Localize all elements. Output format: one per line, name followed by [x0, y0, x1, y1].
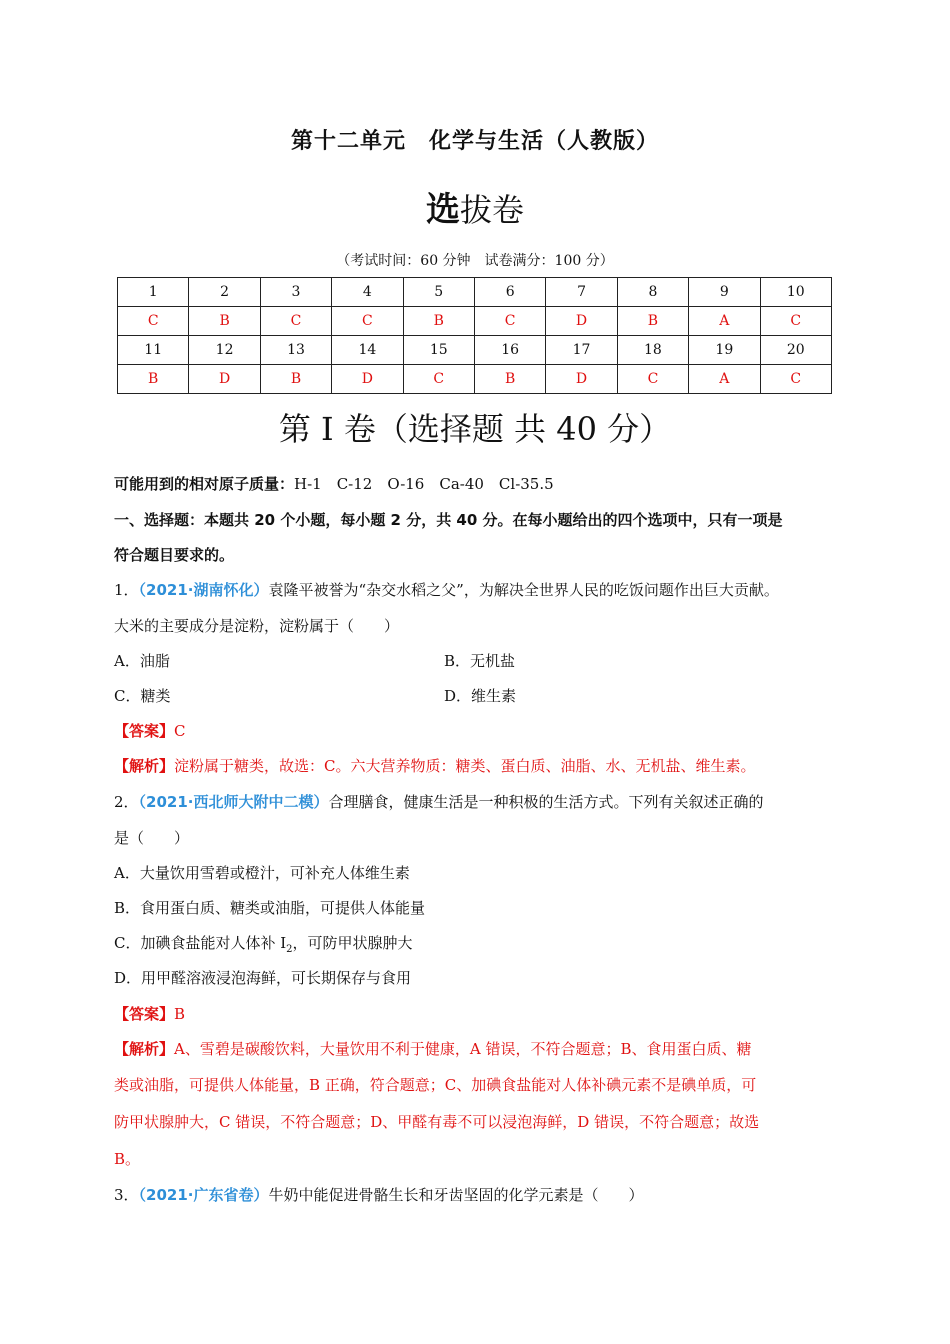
question-1-option-c: C．糖类	[114, 687, 171, 705]
answer-cell: C	[332, 307, 403, 336]
question-2-analysis-4: B。	[114, 1150, 141, 1168]
answer-cell: B	[118, 365, 189, 394]
question-source: （2021·湖南怀化）	[138, 581, 269, 599]
document-subtitle	[0, 182, 950, 231]
answer-cell: C	[403, 365, 474, 394]
question-2-option-b: B．食用蛋白质、糖类或油脂，可提供人体能量	[114, 899, 426, 917]
question-number-cell: 7	[546, 278, 617, 307]
question-number-cell: 3	[260, 278, 331, 307]
atomic-mass-line	[114, 473, 554, 494]
answer-number-row	[118, 278, 832, 307]
answer-cell: B	[474, 365, 545, 394]
answer-key-table	[117, 277, 832, 394]
question-number-cell: 6	[474, 278, 545, 307]
question-number-cell: 15	[403, 336, 474, 365]
question-number-cell: 18	[617, 336, 688, 365]
question-1-stem	[114, 579, 779, 600]
answer-cell: C	[617, 365, 688, 394]
answer-label: 【答案】	[114, 722, 175, 740]
question-number: 2．	[114, 793, 139, 811]
question-number-cell: 5	[403, 278, 474, 307]
question-2-option-a: A．大量饮用雪碧或橙汁，可补充人体维生素	[114, 864, 410, 882]
analysis-label: 【解析】	[114, 757, 175, 775]
question-1-option-d: D．维生素	[444, 687, 517, 705]
question-number-cell: 10	[760, 278, 831, 307]
question-number-cell: 4	[332, 278, 403, 307]
question-1-analysis	[114, 755, 756, 776]
subtitle-rest: 拔卷	[459, 191, 524, 229]
question-1-option-b: B．无机盐	[444, 652, 516, 670]
atomic-mass-values: H-1 C-12 O-16 Ca-40 Cl-35.5	[294, 475, 554, 493]
question-number-cell: 17	[546, 336, 617, 365]
question-number-cell: 12	[189, 336, 260, 365]
answer-letter-row	[118, 365, 832, 394]
option-text: C．加碘食盐能对人体补 I	[114, 934, 287, 952]
answer-value: C	[174, 722, 186, 740]
question-number-cell: 11	[118, 336, 189, 365]
answer-number-row	[118, 336, 832, 365]
question-number-cell: 13	[260, 336, 331, 365]
answer-cell: D	[546, 365, 617, 394]
question-3-stem	[114, 1184, 644, 1205]
question-2-stem-cont: 是（ ）	[114, 829, 190, 847]
section-title: 第 I 卷（选择题 共 40 分）	[278, 410, 672, 448]
answer-value: B	[174, 1005, 186, 1023]
answer-letter-row	[118, 307, 832, 336]
question-1-stem-cont: 大米的主要成分是淀粉，淀粉属于（ ）	[114, 617, 400, 635]
question-number-cell: 19	[689, 336, 760, 365]
exam-info: （考试时间：60 分钟 试卷满分：100 分）	[336, 253, 614, 269]
answer-cell: D	[546, 307, 617, 336]
question-2-stem	[114, 791, 764, 812]
answer-label: 【答案】	[114, 1005, 175, 1023]
question-1-option-a: A．油脂	[114, 652, 170, 670]
question-number: 3．	[114, 1186, 139, 1204]
question-text: 牛奶中能促进骨骼生长和牙齿坚固的化学元素是（ ）	[268, 1186, 644, 1204]
analysis-text: A、雪碧是碳酸饮料，大量饮用不利于健康，A 错误，不符合题意；B、食用蛋白质、糖	[174, 1040, 752, 1058]
question-number-cell: 2	[189, 278, 260, 307]
question-number-cell: 14	[332, 336, 403, 365]
answer-cell: D	[189, 365, 260, 394]
answer-cell: C	[760, 307, 831, 336]
question-number-cell: 16	[474, 336, 545, 365]
answer-cell: A	[689, 365, 760, 394]
instructions-line-1: 一、选择题：本题共 20 个小题，每小题 2 分，共 40 分。在每小题给出的四个选项中，只有一项是	[114, 511, 783, 529]
answer-cell: C	[118, 307, 189, 336]
answer-cell: B	[189, 307, 260, 336]
answer-cell: B	[403, 307, 474, 336]
atomic-mass-label: 可能用到的相对原子质量：	[114, 475, 295, 493]
analysis-text: 淀粉属于糖类，故选：C。六大营养物质：糖类、蛋白质、油脂、水、无机盐、维生素。	[174, 757, 756, 775]
question-number-cell: 9	[689, 278, 760, 307]
question-2-analysis-1	[114, 1038, 751, 1059]
answer-cell: A	[689, 307, 760, 336]
question-2-analysis-3: 防甲状腺肿大，C 错误，不符合题意；D、甲醛有毒不可以浸泡海鲜，D 错误，不符合题意；故选	[114, 1113, 760, 1131]
question-text: 袁隆平被誉为“杂交水稻之父”，为解决全世界人民的吃饭问题作出巨大贡献。	[268, 581, 779, 599]
question-2-analysis-2: 类或油脂，可提供人体能量，B 正确，符合题意；C、加碘食盐能对人体补碘元素不是碘单质，可	[114, 1076, 757, 1094]
answer-cell: C	[260, 307, 331, 336]
question-text: 合理膳食，健康生活是一种积极的生活方式。下列有关叙述正确的	[328, 793, 764, 811]
option-text: ，可防甲状腺肿大	[292, 934, 413, 952]
answer-cell: D	[332, 365, 403, 394]
question-2-answer	[114, 1003, 185, 1024]
question-source: （2021·西北师大附中二模）	[138, 793, 329, 811]
instructions-line-2: 符合题目要求的。	[114, 546, 235, 564]
question-number-cell: 20	[760, 336, 831, 365]
document-title: 第十二单元 化学与生活（人教版）	[290, 129, 659, 154]
answer-cell: B	[617, 307, 688, 336]
question-2-option-c	[114, 932, 413, 955]
analysis-label: 【解析】	[114, 1040, 175, 1058]
question-number: 1．	[114, 581, 139, 599]
question-1-answer	[114, 720, 186, 741]
question-number-cell: 1	[118, 278, 189, 307]
answer-cell: C	[474, 307, 545, 336]
subtitle-first-char: 选	[425, 190, 460, 230]
answer-cell: C	[760, 365, 831, 394]
question-number-cell: 8	[617, 278, 688, 307]
answer-cell: B	[260, 365, 331, 394]
question-2-option-d: D．用甲醛溶液浸泡海鲜，可长期保存与食用	[114, 969, 412, 987]
question-source: （2021·广东省卷）	[138, 1186, 269, 1204]
subscript: 2	[286, 944, 293, 955]
